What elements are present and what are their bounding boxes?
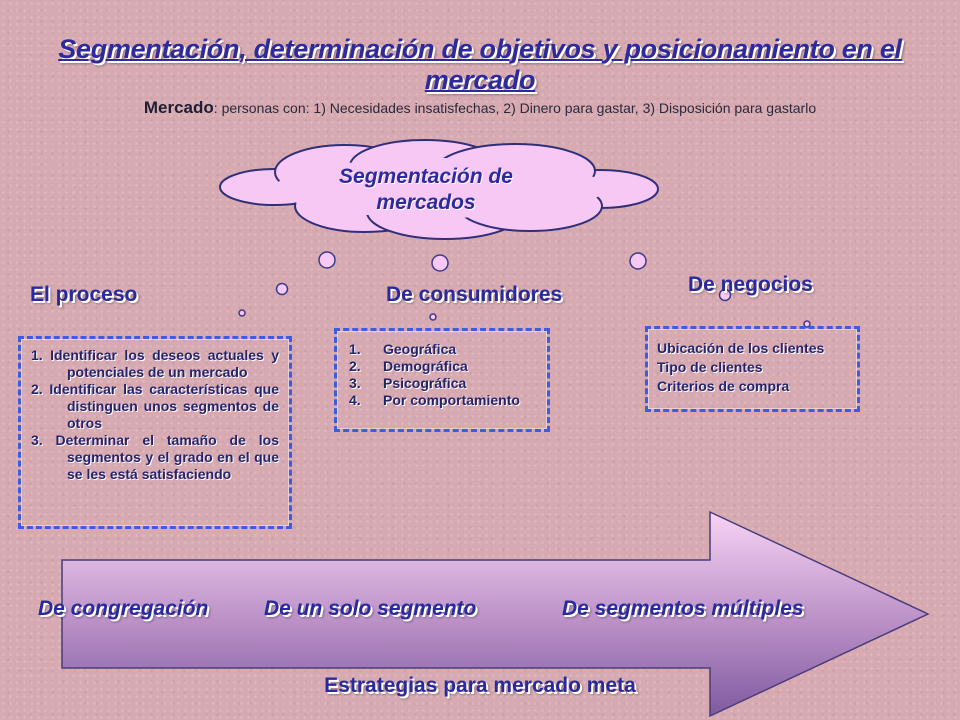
arrow-caption: Estrategias para mercado meta — [324, 674, 636, 697]
business-item-1: Ubicación de los clientes — [657, 340, 825, 356]
strategy-congregacion: De congregación — [38, 597, 209, 620]
consumer-item-1-text: Geográfica — [383, 341, 457, 357]
consumer-item-4-text: Por comportamiento — [383, 392, 520, 408]
business-item-2: Tipo de clientes — [657, 359, 763, 375]
consumer-item-2-text: Demográfica — [383, 358, 468, 374]
heading-de-consumidores: De consumidores — [386, 283, 563, 306]
market-definition-text: : personas con: 1) Necesidades insatisfechas, 2) Dinero para gastar, 3) Disposición para gastarlo — [213, 100, 817, 116]
cloud-label-line-1: Segmentación de — [339, 165, 513, 188]
heading-de-negocios: De negocios — [688, 273, 813, 296]
consumer-item-3-num: 3. — [349, 375, 361, 391]
consumer-item-4-num: 4. — [349, 392, 361, 408]
strategy-un-solo-segmento: De un solo segmento — [264, 597, 477, 620]
cloud-label-line-2: mercados — [376, 191, 476, 214]
consumer-item-1-num: 1. — [349, 341, 361, 357]
consumer-item-2-num: 2. — [349, 358, 361, 374]
strategy-segmentos-multiples: De segmentos múltiples — [562, 597, 804, 620]
consumer-item-3-text: Psicográfica — [383, 375, 467, 391]
heading-el-proceso: El proceso — [30, 283, 138, 306]
process-step-3: 3. Determinar el tamaño de los segmentos y el grado en el que se les está satisfaciendo — [31, 432, 279, 482]
slide-title: Segmentación, determinación de objetivos y posicionamiento en el mercado — [58, 34, 902, 95]
market-definition-lead: Mercado — [143, 98, 214, 117]
business-item-3: Criterios de compra — [657, 378, 790, 394]
process-step-1: 1. Identificar los deseos actuales y potenciales de un mercado — [31, 347, 279, 380]
process-step-2: 2. Identificar las características que distinguen unos segmentos de otros — [31, 381, 279, 431]
